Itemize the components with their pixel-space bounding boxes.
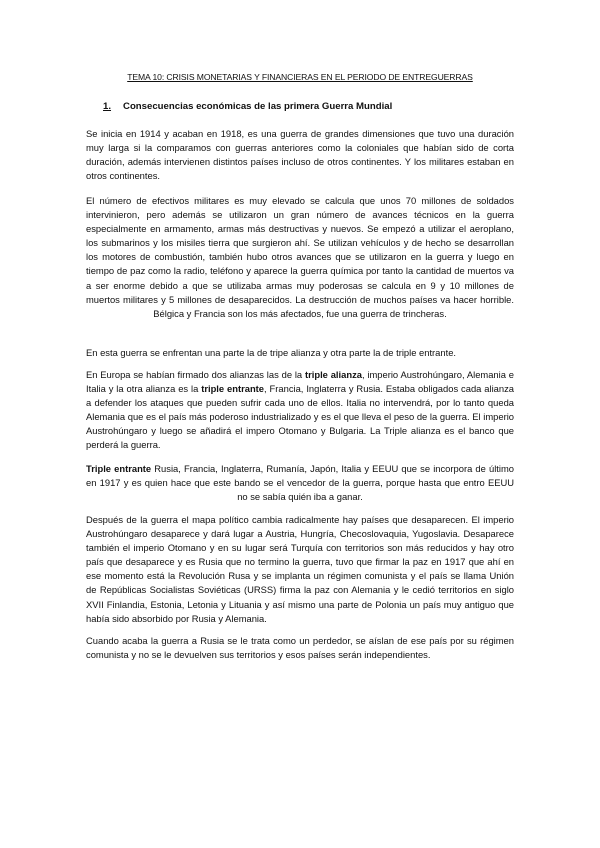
triple-entrante-term: triple entrante — [201, 383, 265, 395]
triple-entrante-label: Triple entrante — [86, 463, 152, 474]
paragraph-7: Cuando acaba la guerra a Rusia se le trata como un perdedor, se aíslan de ese país por su régimen comunista y no se le devuelven sus territorios y esos países serán independientes. — [86, 635, 514, 661]
paragraph-3: En esta guerra se enfrentan una parte la de tripe alianza y otra parte la de triple entrante. — [86, 347, 457, 358]
section-heading-text: Consecuencias económicas de las primera Guerra Mundial — [123, 101, 393, 112]
triple-alianza-term: triple alianza — [304, 369, 362, 380]
paragraph-4-text-3: , Francia, Inglaterra y Rusia. Estaba obligados cada alianza a defender los ataques que pueden sufrir cada uno de ellos. Italia no intervendrá, por lo tanto queda Alemania que es el país más poderoso industrializado y es el que lleva el peso de la guerra. El imperio Austrohúngaro y luego se añadirá el impero Otomano y Bulgaria. La Triple alianza es el banco que perderá la guerra. — [86, 383, 514, 451]
section-heading — [103, 100, 392, 114]
paragraph-5-text: Rusia, Francia, Inglaterra, Rumanía, Japón, Italia y EEUU que se incorpora de último en 1917 y es quien hace que este bando se el vencedor de la guerra, porque hasta que entro EEUU no se sabía quién iba a ganar. — [86, 463, 514, 503]
paragraph-4 — [86, 368, 514, 453]
document-title: TEMA 10: CRISIS MONETARIAS Y FINANCIERAS EN EL PERIODO DE ENTREGUERRAS — [127, 72, 473, 82]
paragraph-6: Después de la guerra el mapa político cambia radicalmente hay países que desaparecen. El imperio Austrohúngaro desaparece y dará lugar a Austria, Hungría, Checoslovaquia, Yugoslavia. Desaparece también el imperio Otomano y en su lugar será Turquía con territorios son más reducidos y hay otro país que desaparece y es Rusia que no termino la guerra, tuvo que firmar la paz en 1917 que ahí en ese momento está la Revolución Rusa y se implanta un régimen comunista y el país se llama Unión de Repúblicas Socialistas Soviéticas (URSS) firma la paz con Alemania y le cedió territorios en siglo XVII Finlandia, Estonia, Letonia y Lituania y así mismo una parte de Polonia un país muy antiguo que había sido absorbido por Rusia y Alemania. — [86, 514, 514, 624]
paragraph-5 — [86, 462, 514, 504]
paragraph-4-text-2: , imperio Austrohúngaro, Alemania e Italia y la otra alianza es la — [86, 369, 514, 395]
section-number: 1. — [103, 101, 112, 112]
paragraph-1: Se inicia en 1914 y acaban en 1918, es una guerra de grandes dimensiones que tuvo una duración muy larga si la comparamos con guerras anteriores como la coloniales que habían sido de corta duración, además intervienen distintos países incluso de otros continentes. Y los militares estaban en otros continentes. — [86, 128, 514, 182]
paragraph-2: El número de efectivos militares es muy elevado se calcula que unos 70 millones de soldados intervinieron, pero además se utilizaron un gran número de avances técnicos en la guerra especialmente en armamento, armas más destructivas y nuevos. Se empezó a utilizar el aeroplano, los submarinos y los misiles tierra que surgieron ahí. Se utilizan vehículos y de hecho se desarrollan los motores de combustión, también hubo otros avances que se utilizaron en la guerra y luego en tiempo de paz como la radio, teléfono y aparece la guerra química por tanto la cantidad de muertos va a ser enorme debido a que se utilizaba armas muy poderosas se calcula en 9 y 10 millones de muertos militares y 5 millones de desaparecidos. La destrucción de muchos países va hacer horrible. Bélgica y Francia son los más afectados, fue una guerra de trincheras. — [86, 195, 514, 319]
paragraph-4-text-1: En Europa se habían firmado dos alianzas las de la — [86, 369, 305, 380]
